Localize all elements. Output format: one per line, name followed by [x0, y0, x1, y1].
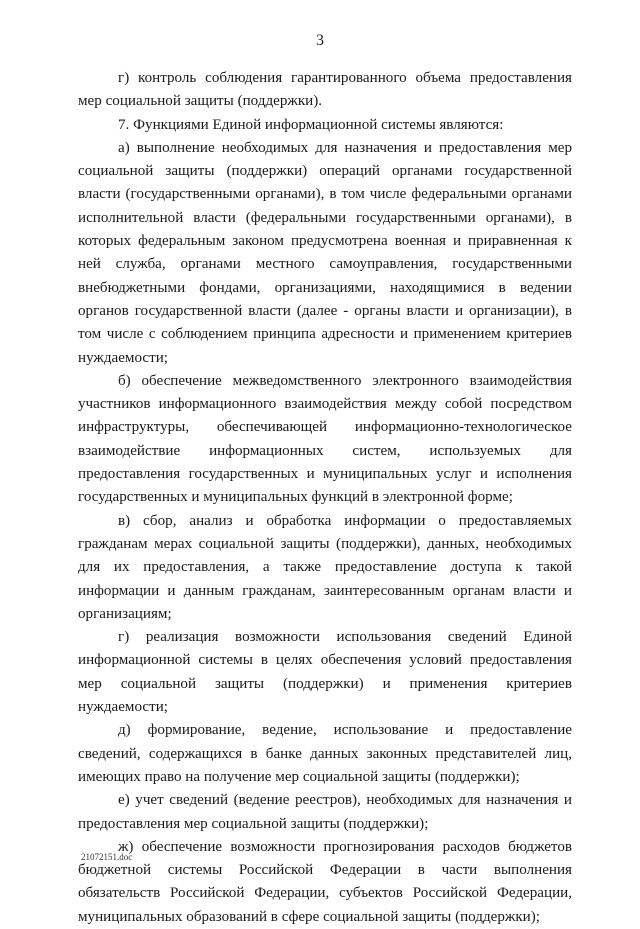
paragraph-d: д) формирование, ведение, использование и предоставление сведений, содержащихся в банке данных законных представителей лиц, имеющих право на получение мер социальной защиты (поддержки);	[78, 722, 572, 785]
paragraph-zh: ж) обеспечение возможности прогнозирования расходов бюджетов бюджетной системы Российской Федерации в части выполнения обязательств Российской Федерации, субъектов Российской Федерации, муниципальных образований в сфере социальной защиты (поддержки);	[78, 838, 572, 925]
document-file-code: 21072151.doc	[81, 852, 133, 862]
paragraph-e: е) учет сведений (ведение реестров), необходимых для назначения и предоставления мер социальной защиты (поддержки);	[78, 792, 572, 832]
paragraph-a: а) выполнение необходимых для назначения и предоставления мер социальной защиты (поддержки) операций органами государственной власти (государственными органами), в том числе федеральными органами исполнительной власти (федеральными государственными органами), в которых федеральным законом предусмотрена военная и приравненная к ней служба, органами местного самоуправления, государственными внебюджетными фондами, организациями, находящимися в ведении органов государственной власти (далее - органы власти и организации), в том числе с соблюдением принципа адресности и применением критериев нуждаемости;	[78, 139, 572, 366]
document-body	[78, 67, 572, 929]
paragraph-7-functions: 7. Функциями Единой информационной системы являются:	[118, 116, 504, 133]
paragraph-b: б) обеспечение межведомственного электронного взаимодействия участников информационного взаимодействия между собой посредством инфраструктуры, обеспечивающей информационно-технологическое взаимодействие информационных систем, используемых для предоставления государственных и муниципальных услуг и исполнения государственных и муниципальных функций в электронной форме;	[78, 372, 572, 506]
page-number: 3	[316, 32, 324, 49]
paragraph-g-control: г) контроль соблюдения гарантированного объема предоставления мер социальной защиты (поддержки).	[78, 70, 572, 110]
paragraph-v: в) сбор, анализ и обработка информации о предоставляемых гражданам мерах социальной защиты (поддержки), данных, необходимых для их предоставления, а также предоставление доступа к такой информации и данным гражданам, заинтересованным органам власти и организациям;	[78, 512, 572, 622]
paragraph-g: г) реализация возможности использования сведений Единой информационной системы в целях обеспечения условий предоставления мер социальной защиты (поддержки) и применения критериев нуждаемости;	[78, 629, 572, 716]
